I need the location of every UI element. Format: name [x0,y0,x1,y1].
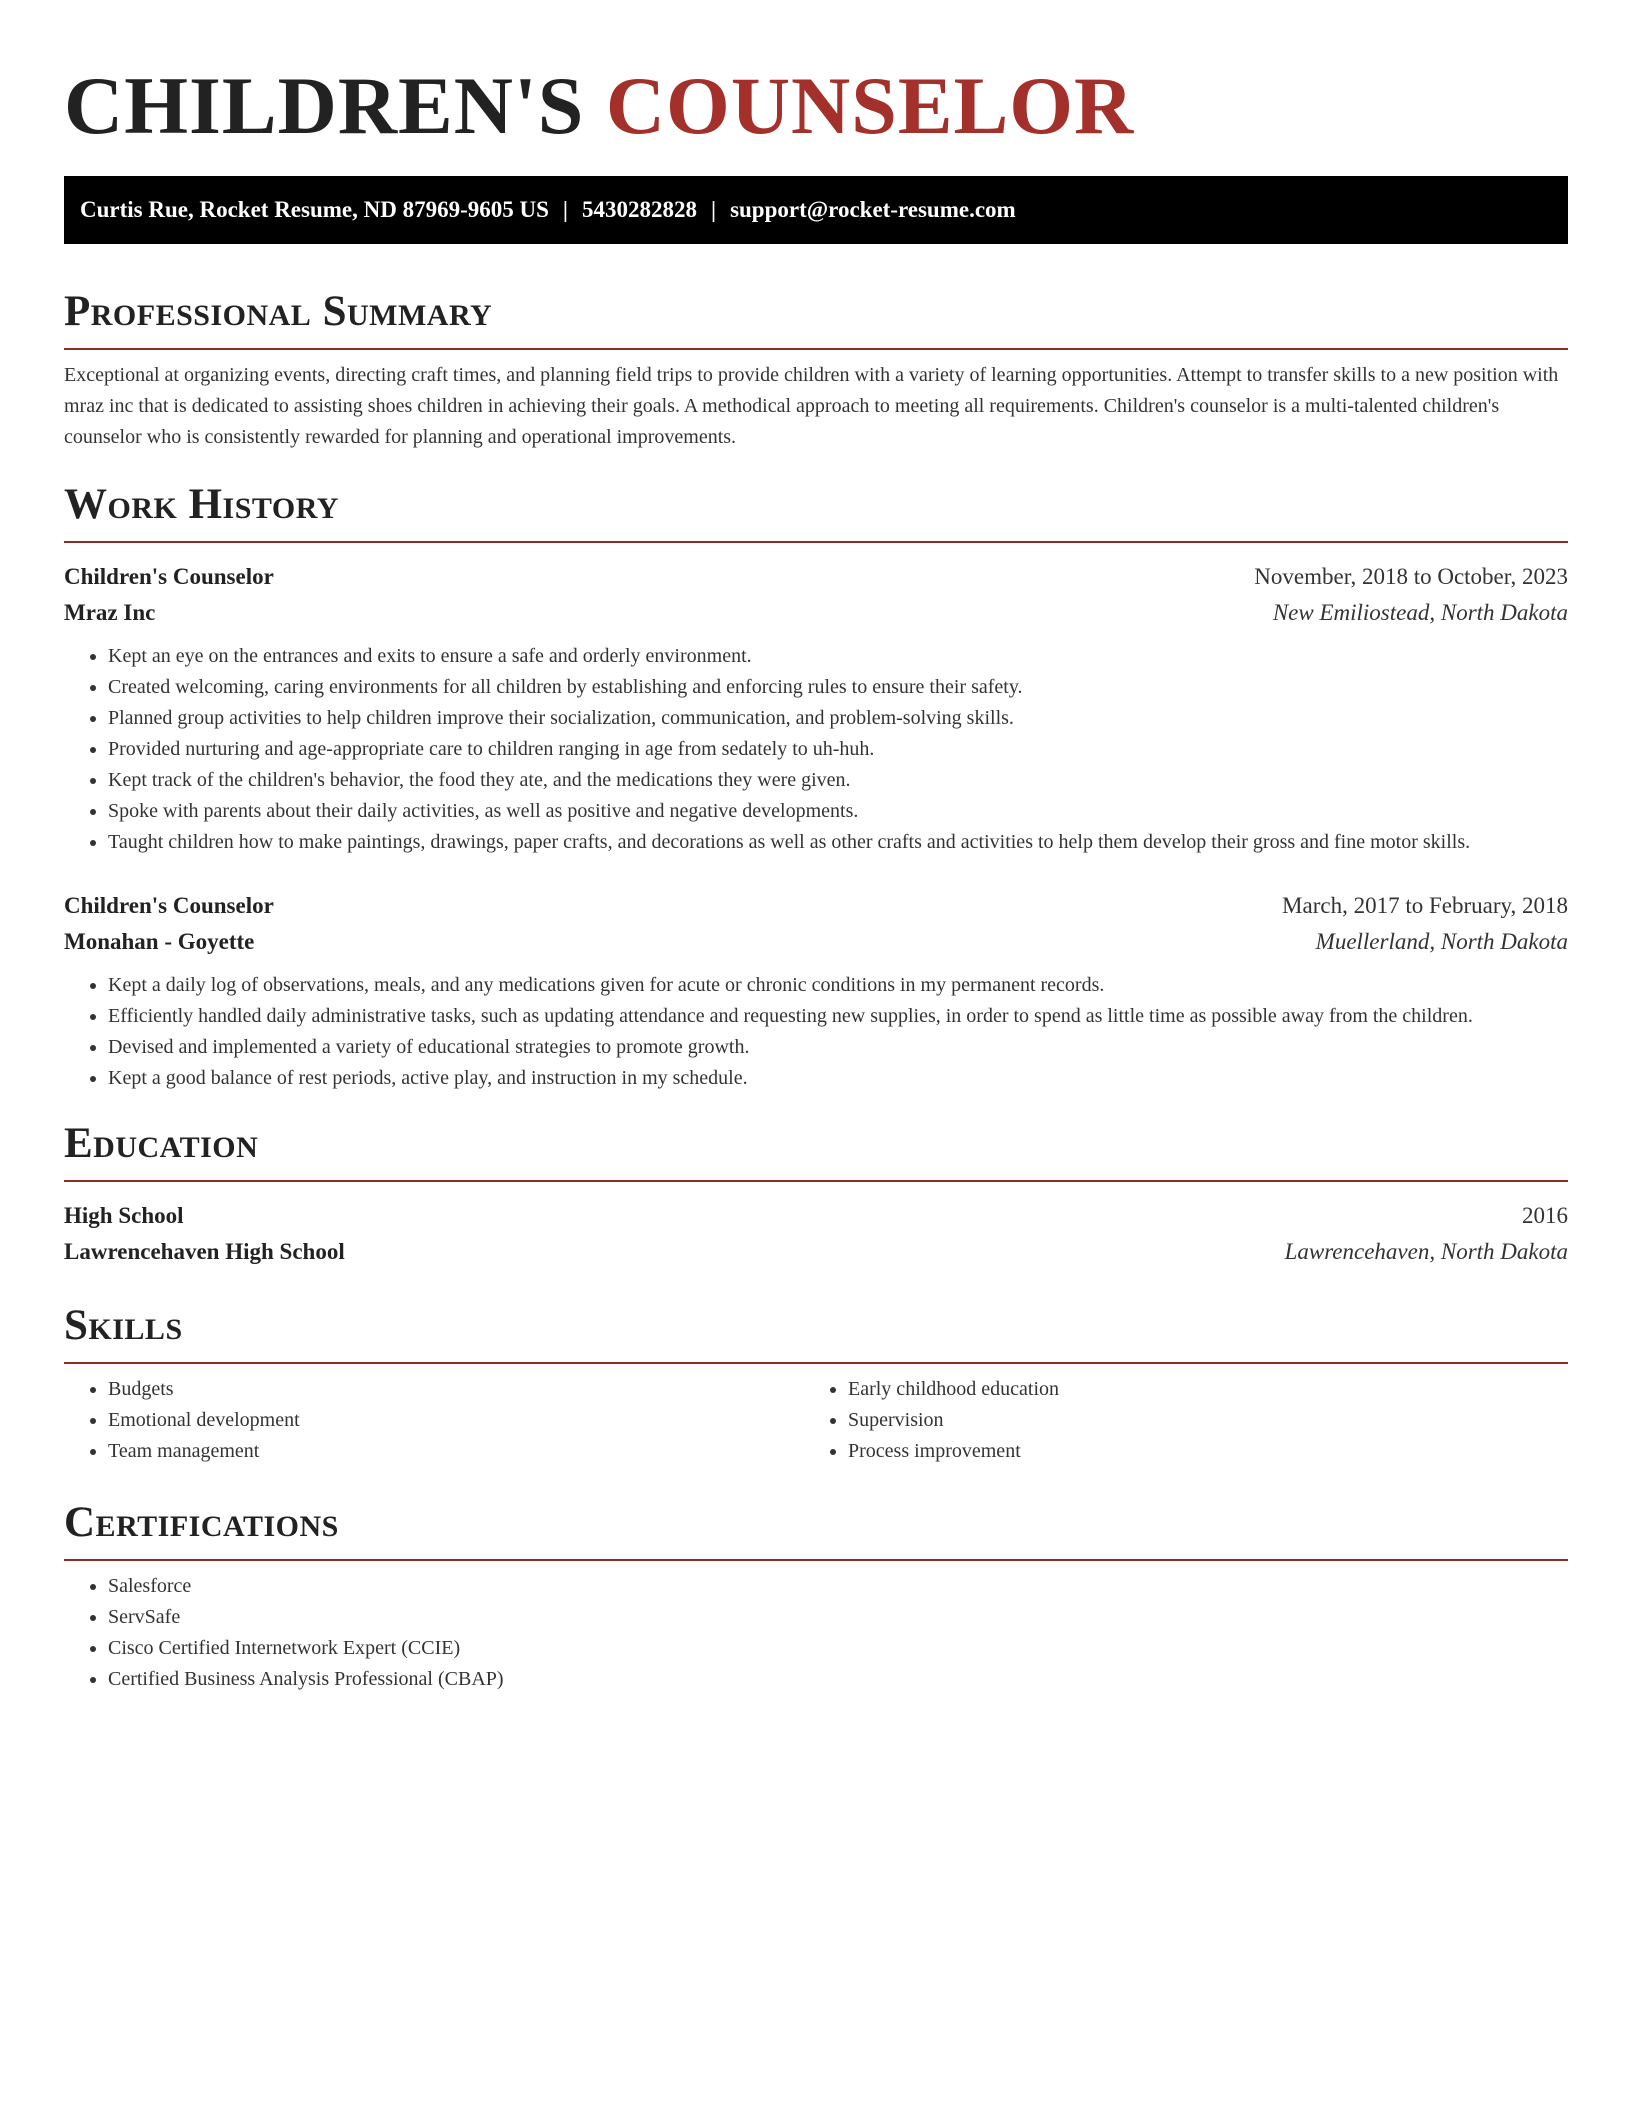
work-history-heading: Work History [64,481,339,528]
contact-address: Curtis Rue, Rocket Resume, ND 87969-9605 US [80,197,549,222]
certifications-list [64,1571,1568,1695]
education-school: Lawrencehaven High School [64,1239,345,1264]
duty-item: • Taught children how to make paintings, drawings, paper crafts, and decorations as well as other crafts and activities to help them develop their gross and fine motor skills. [108,827,1568,858]
section-divider [64,1362,1568,1364]
education-degree: High School [64,1203,184,1228]
section-divider [64,1559,1568,1561]
job-company-row [64,595,1568,631]
contact-email[interactable]: support@rocket-resume.com [730,197,1016,222]
duty-item: • Kept track of the children's behavior, the food they ate, and the medications they were given. [108,765,1568,796]
job-entry [64,559,1568,858]
certification-item: • Cisco Certified Internetwork Expert (CCIE) [108,1633,1568,1664]
skill-item: • Emotional development [108,1405,804,1436]
job-company: Mraz Inc [64,600,156,625]
skill-item: • Team management [108,1436,804,1467]
skill-item: • Process improvement [848,1436,1544,1467]
job-duties [64,970,1568,1094]
section-divider [64,1180,1568,1182]
certification-item: • Certified Business Analysis Professional (CBAP) [108,1664,1568,1695]
contact-phone[interactable]: 5430282828 [581,197,697,222]
education-degree-row [64,1198,1568,1234]
skills-list-right [804,1374,1544,1467]
job-dates: March, 2017 to February, 2018 [1282,893,1568,918]
duty-item: • Efficiently handled daily administrative tasks, such as updating attendance and requesting new supplies, in order to spend as little time as possible away from the children. [108,1001,1568,1032]
duty-item: • Kept an eye on the entrances and exits to ensure a safe and orderly environment. [108,641,1568,672]
duty-item: • Provided nurturing and age-appropriate care to children ranging in age from sedately to uh-huh. [108,734,1568,765]
certifications-section [64,1497,1568,1695]
job-dates: November, 2018 to October, 2023 [1254,564,1568,589]
skill-item: • Supervision [848,1405,1544,1436]
contact-separator: | [710,197,717,222]
job-title-row [64,888,1568,924]
certification-item: • Salesforce [108,1571,1568,1602]
job-duties [64,641,1568,858]
duty-item: • Planned group activities to help children improve their socialization, communication, and problem-solving skills. [108,703,1568,734]
education-school-row [64,1234,1568,1270]
education-location: Lawrencehaven, North Dakota [1284,1239,1568,1264]
education-year: 2016 [1522,1203,1568,1228]
job-title: Children's Counselor [64,893,274,918]
title-part1: CHILDREN'S [64,60,585,151]
education-heading: Education [64,1120,259,1167]
resume-page [64,0,1568,1695]
resume-title [64,0,1568,158]
summary-text: Exceptional at organizing events, directing craft times, and planning field trips to provide children with a variety of learning opportunities. Attempt to transfer skills to a new position with mraz inc that is dedicated to assisting shoes children in achieving their goals. A methodical approach to meeting all requirements. Children's counselor is a multi-talented children's counselor who is consistently rewarded for planning and operational improvements. [64,364,1559,448]
education-entry [64,1198,1568,1270]
skill-item: • Budgets [108,1374,804,1405]
summary-heading: Professional Summary [64,288,493,335]
duty-item: • Spoke with parents about their daily activities, as well as positive and negative developments. [108,796,1568,827]
education-section [64,1118,1568,1270]
certification-item: • ServSafe [108,1602,1568,1633]
skills-section [64,1300,1568,1467]
contact-bar [64,176,1568,244]
job-company-row [64,924,1568,960]
skills-list-left [64,1374,804,1467]
work-history-section [64,479,1568,1094]
duty-item: • Devised and implemented a variety of educational strategies to promote growth. [108,1032,1568,1063]
job-company: Monahan - Goyette [64,929,255,954]
job-title: Children's Counselor [64,564,274,589]
section-divider [64,348,1568,350]
section-divider [64,541,1568,543]
duty-item: • Kept a good balance of rest periods, active play, and instruction in my schedule. [108,1063,1568,1094]
duty-item: • Kept a daily log of observations, meals, and any medications given for acute or chronic conditions in my permanent records. [108,970,1568,1001]
duty-item: • Created welcoming, caring environments for all children by establishing and enforcing rules to ensure their safety. [108,672,1568,703]
job-location: New Emiliostead, North Dakota [1272,600,1568,625]
certifications-heading: Certifications [64,1499,339,1546]
skill-item: • Early childhood education [848,1374,1544,1405]
summary-section [64,286,1568,453]
contact-separator: | [562,197,568,222]
skills-heading: Skills [64,1302,183,1349]
job-title-row [64,559,1568,595]
title-part2: COUNSELOR [605,60,1135,151]
skills-columns [64,1374,1568,1467]
job-entry [64,888,1568,1094]
job-location: Muellerland, North Dakota [1315,929,1568,954]
